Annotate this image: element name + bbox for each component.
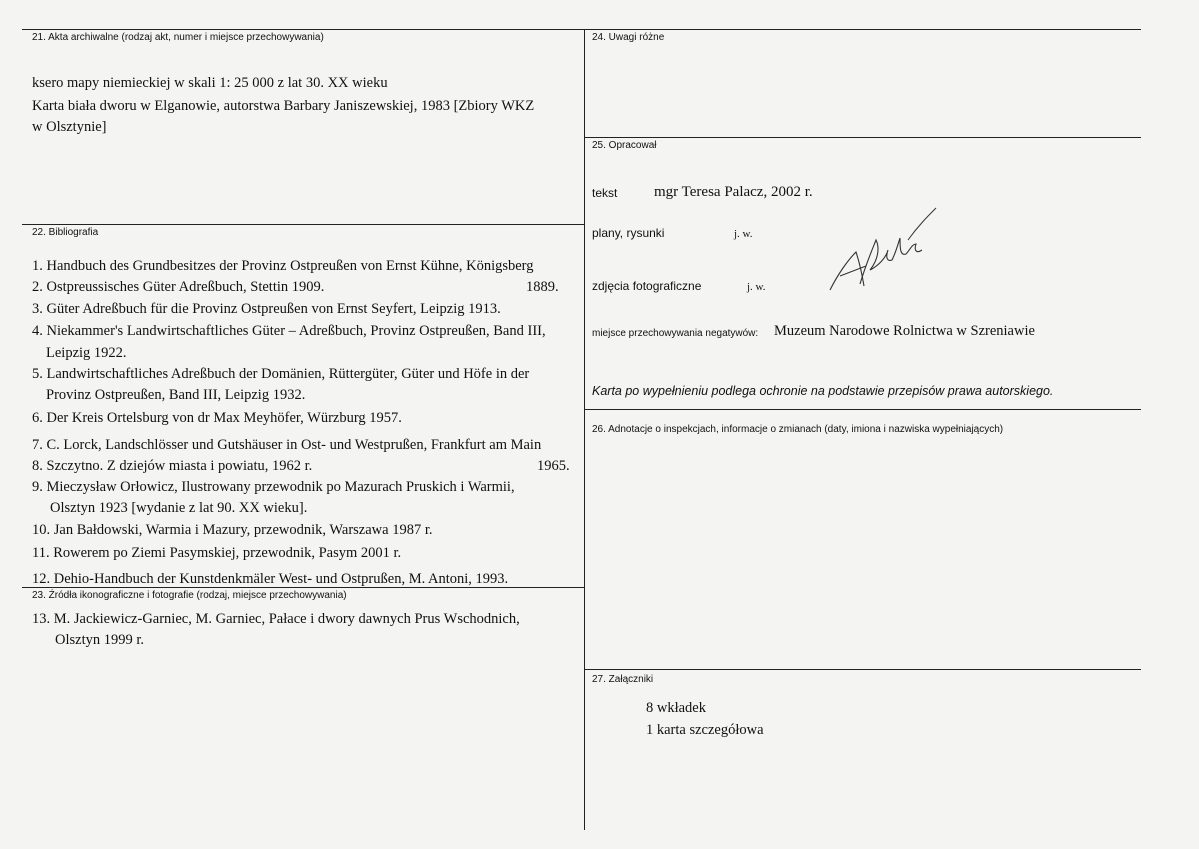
attachment-item-1: 8 wkładek bbox=[646, 700, 706, 716]
section-21-line-2: Karta biała dworu w Elganowie, autorstwa Barbary Janiszewskiej, 1983 [Zbiory WKZ bbox=[32, 98, 535, 114]
section-21-line-3: w Olsztynie] bbox=[32, 119, 107, 135]
bibliography-item-8: 8. Szczytno. Z dziejów miasta i powiatu, 1962 r. bbox=[32, 458, 313, 474]
rule-25-26 bbox=[585, 409, 1141, 410]
bibliography-item-11: 11. Rowerem po Ziemi Pasymskiej, przewodnik, Pasym 2001 r. bbox=[32, 545, 402, 561]
rule-21-22 bbox=[22, 224, 584, 225]
section-26-label: 26. Adnotacje o inspekcjach, informacje o zmianach (daty, imiona i nazwiska wypełniających) bbox=[592, 424, 1004, 435]
rule-26-27 bbox=[585, 669, 1141, 670]
bibliography-item-10: 10. Jan Bałdowski, Warmia i Mazury, przewodnik, Warszawa 1987 r. bbox=[32, 522, 433, 538]
bibliography-item-1-year: 1889. bbox=[526, 279, 559, 295]
bibliography-item-4-cont: Leipzig 1922. bbox=[46, 345, 127, 361]
bibliography-item-9-cont: Olsztyn 1923 [wydanie z lat 90. XX wieku]. bbox=[50, 500, 308, 516]
bibliography-item-5-cont: Provinz Ostpreußen, Band III, Leipzig 1932. bbox=[46, 387, 306, 403]
tekst-label: tekst bbox=[592, 186, 618, 200]
zdjecia-label: zdjęcia fotograficzne bbox=[592, 279, 702, 293]
section-23-line-2: Olsztyn 1999 r. bbox=[55, 632, 145, 648]
bibliography-item-6: 6. Der Kreis Ortelsburg von dr Max Meyhöfer, Würzburg 1957. bbox=[32, 410, 402, 426]
bibliography-item-12: 12. Dehio-Handbuch der Kunstdenkmäler West- und Ostprußen, M. Antoni, 1993. bbox=[32, 571, 509, 587]
top-rule bbox=[22, 29, 1141, 30]
handwritten-signature bbox=[826, 204, 938, 298]
section-23-label: 23. Źródła ikonograficzne i fotografie (rodzaj, miejsce przechowywania) bbox=[32, 590, 347, 601]
bibliography-item-5: 5. Landwirtschaftliches Adreßbuch der Domänien, Rüttergüter, Güter und Höfe in der bbox=[32, 366, 530, 382]
section-25-label: 25. Opracował bbox=[592, 140, 657, 151]
bibliography-item-4: 4. Niekammer's Landwirtschaftliches Güter – Adreßbuch, Provinz Ostpreußen, Band III, bbox=[32, 323, 546, 339]
center-divider bbox=[584, 29, 585, 830]
tekst-value: mgr Teresa Palacz, 2002 r. bbox=[654, 184, 813, 200]
section-27-label: 27. Załączniki bbox=[592, 674, 654, 685]
bibliography-item-3: 3. Güter Adreßbuch für die Provinz Ostpreußen von Ernst Seyfert, Leipzig 1913. bbox=[32, 301, 501, 317]
section-24-label: 24. Uwagi różne bbox=[592, 32, 665, 43]
copyright-note: Karta po wypełnieniu podlega ochronie na podstawie przepisów prawa autorskiego. bbox=[592, 384, 1054, 398]
rule-24-25 bbox=[585, 137, 1141, 138]
bibliography-item-9: 9. Mieczysław Orłowicz, Ilustrowany przewodnik po Mazurach Pruskich i Warmii, bbox=[32, 479, 515, 495]
attachment-item-2: 1 karta szczegółowa bbox=[646, 722, 764, 738]
plany-value: j. w. bbox=[734, 228, 753, 240]
zdjecia-value: j. w. bbox=[747, 281, 766, 293]
bibliography-item-7: 7. C. Lorck, Landschlösser und Gutshäuser in Ost- und Westprußen, Frankfurt am Main bbox=[32, 437, 542, 453]
bibliography-item-2: 2. Ostpreussisches Güter Adreßbuch, Stettin 1909. bbox=[32, 279, 325, 295]
bibliography-item-1: 1. Handbuch des Grundbesitzes der Provinz Ostpreußen von Ernst Kühne, Königsberg bbox=[32, 258, 534, 274]
section-23-line-1: 13. M. Jackiewicz-Garniec, M. Garniec, Pałace i dwory dawnych Prus Wschodnich, bbox=[32, 611, 520, 627]
plany-label: plany, rysunki bbox=[592, 226, 665, 240]
section-21-label: 21. Akta archiwalne (rodzaj akt, numer i miejsce przechowywania) bbox=[32, 32, 324, 43]
bibliography-item-7-year: 1965. bbox=[537, 458, 570, 474]
section-21-line-1: ksero mapy niemieckiej w skali 1: 25 000 z lat 30. XX wieku bbox=[32, 75, 388, 91]
negatywy-label: miejsce przechowywania negatywów: bbox=[592, 328, 759, 339]
section-22-label: 22. Bibliografia bbox=[32, 227, 99, 238]
negatywy-value: Muzeum Narodowe Rolnictwa w Szreniawie bbox=[774, 323, 1035, 339]
